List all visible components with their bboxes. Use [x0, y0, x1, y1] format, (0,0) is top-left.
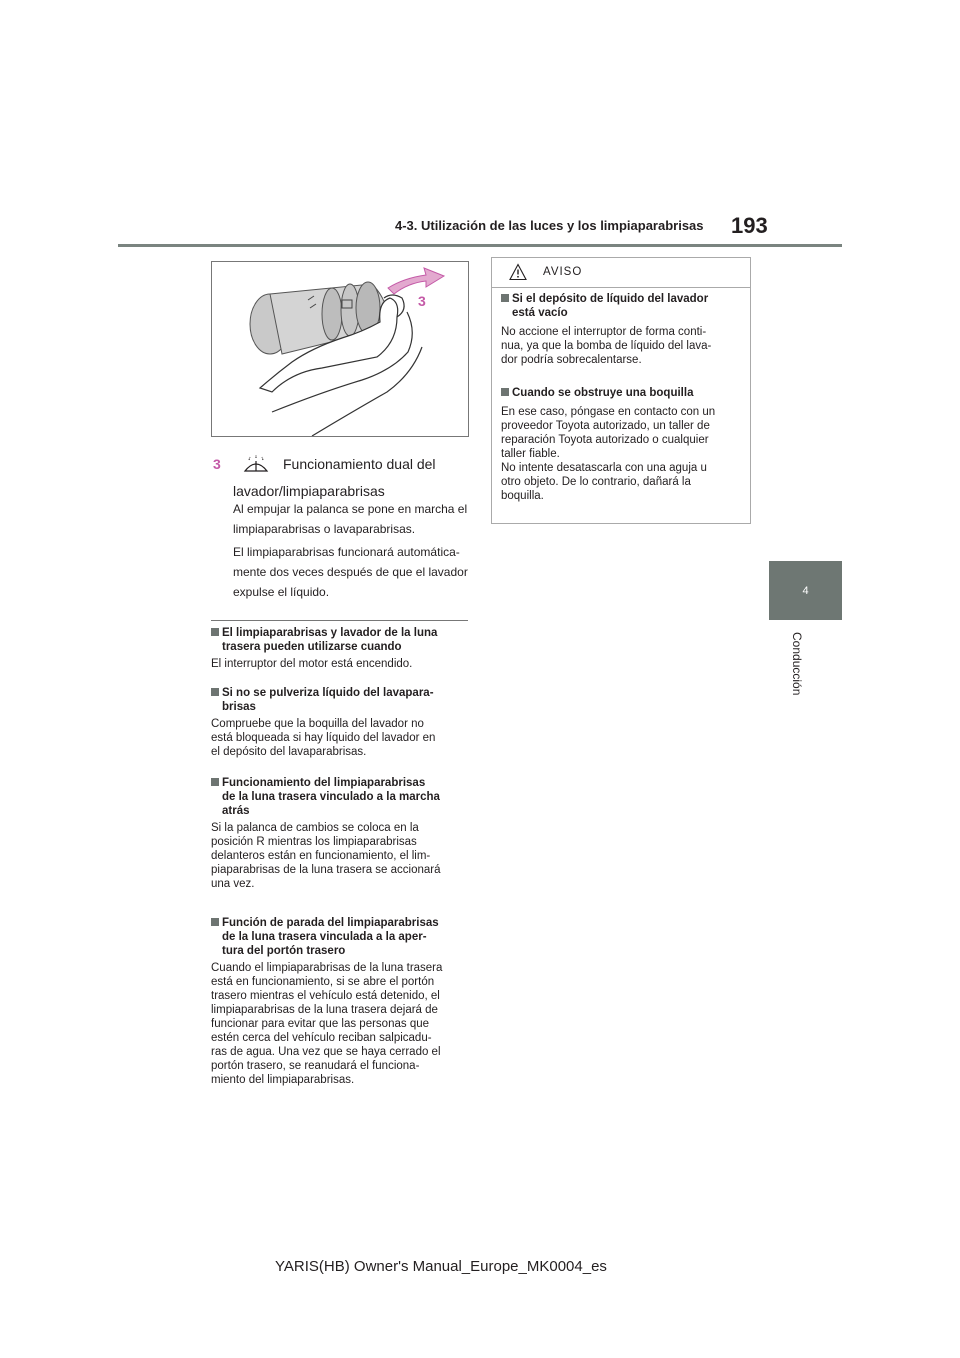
warning-empty-reservoir — [501, 292, 741, 367]
note-text: trasero mientras el vehículo está detenido, el — [211, 990, 440, 1002]
note-text: está en funcionamiento, si se abre el portón — [211, 976, 435, 988]
warning-text: taller fiable. — [501, 448, 560, 460]
note-text: El interruptor del motor está encendido. — [211, 658, 413, 670]
note-heading: tura del portón trasero — [222, 945, 346, 957]
chapter-label: Conducción — [790, 632, 804, 696]
note-text: ras de agua. Una vez que se haya cerrado el — [211, 1046, 441, 1058]
bullet-square-icon — [501, 388, 509, 396]
note-text: Cuando el limpiaparabrisas de la luna trasera — [211, 962, 443, 974]
warning-text: No intente desatascarla con una aguja u — [501, 462, 707, 474]
warning-title: AVISO — [543, 266, 583, 278]
chapter-number: 4 — [802, 584, 809, 597]
section-title: 4-3. Utilización de las luces y los limpiaparabrisas — [395, 218, 704, 233]
item-3-description — [211, 499, 471, 539]
note-text: está bloqueada si hay líquido del lavador en — [211, 732, 436, 744]
chapter-tab[interactable] — [769, 561, 842, 620]
note-heading: de la luna trasera vinculado a la marcha — [222, 791, 440, 803]
bullet-square-icon — [211, 628, 219, 636]
warning-text: proveedor Toyota autorizado, un taller de — [501, 420, 710, 432]
warning-triangle-icon — [509, 263, 527, 281]
warning-text: boquilla. — [501, 490, 544, 502]
text-line: Al empujar la palanca se pone en marcha el — [233, 502, 468, 516]
note-text: limpiaparabrisas de la luna trasera dejará de — [211, 1004, 438, 1016]
warning-heading: Si el depósito de líquido del lavador — [512, 293, 709, 305]
warning-clogged-nozzle — [501, 386, 741, 503]
note-rear-wiper-usable — [211, 626, 469, 671]
warning-heading: Cuando se obstruye una boquilla — [512, 387, 694, 399]
note-heading: brisas — [222, 701, 256, 713]
note-text: Compruebe que la boquilla del lavador no — [211, 718, 424, 730]
item-title-line1: Funcionamiento dual del — [283, 456, 436, 472]
item-number: 3 — [213, 456, 221, 472]
warning-text: dor podría sobrecalentarse. — [501, 354, 642, 366]
note-heading: Función de parada del limpiaparabrisas — [222, 917, 439, 929]
note-heading: El limpiaparabrisas y lavador de la luna — [222, 627, 438, 639]
note-heading: de la luna trasera vinculada a la aper- — [222, 931, 427, 943]
text-line: expulse el líquido. — [233, 585, 330, 599]
note-reverse-linked-wiper — [211, 776, 469, 891]
hand-on-wiper-lever-icon — [212, 262, 468, 436]
note-text: el depósito del lavaparabrisas. — [211, 746, 367, 758]
note-backdoor-stop — [211, 916, 469, 1087]
text-line: mente dos veces después de que el lavador — [233, 565, 468, 579]
note-no-washer-fluid — [211, 686, 469, 759]
text-line: limpiaparabrisas o lavaparabrisas. — [233, 522, 416, 536]
washer-wiper-icon — [241, 455, 271, 473]
illustration-callout: 3 — [418, 293, 426, 309]
footer-manual-id: YARIS(HB) Owner's Manual_Europe_MK0004_es — [275, 1258, 607, 1275]
item-3 — [211, 451, 471, 505]
header-rule — [118, 244, 842, 247]
warning-text: En ese caso, póngase en contacto con un — [501, 406, 716, 418]
warning-heading: está vacío — [512, 307, 568, 319]
note-heading: Si no se pulveriza líquido del lavapara- — [222, 687, 434, 699]
warning-text: No accione el interruptor de forma conti- — [501, 326, 707, 338]
note-text: portón trasero, se reanudará el funciona- — [211, 1060, 420, 1072]
note-text: piaparabrisas de la luna trasera se accionará — [211, 864, 441, 876]
page-number: 193 — [731, 213, 768, 238]
note-heading: Funcionamiento del limpiaparabrisas — [222, 777, 426, 789]
note-text: delanteros están en funcionamiento, el lim- — [211, 850, 431, 862]
note-heading: atrás — [222, 805, 250, 817]
note-text: estén cerca del vehículo reciban salpicadu- — [211, 1032, 432, 1044]
wiper-lever-illustration — [211, 261, 469, 437]
text-line: El limpiaparabrisas funcionará automática- — [233, 545, 460, 559]
warning-header — [492, 258, 750, 288]
warning-text: nua, ya que la bomba de líquido del lava- — [501, 340, 712, 352]
warning-text: reparación Toyota autorizado o cualquier — [501, 434, 709, 446]
warning-box — [491, 257, 751, 524]
note-heading: trasera pueden utilizarse cuando — [222, 641, 402, 653]
warning-text: otro objeto. De lo contrario, dañará la — [501, 476, 691, 488]
item-3-auto-wipe — [211, 542, 471, 602]
note-text: posición R mientras los limpiaparabrisas — [211, 836, 417, 848]
note-text: una vez. — [211, 878, 255, 890]
note-text: Si la palanca de cambios se coloca en la — [211, 822, 419, 834]
bullet-square-icon — [501, 294, 509, 302]
bullet-square-icon — [211, 778, 219, 786]
section-divider — [211, 620, 468, 621]
bullet-square-icon — [211, 688, 219, 696]
note-text: miento del limpiaparabrisas. — [211, 1074, 355, 1086]
bullet-square-icon — [211, 918, 219, 926]
note-text: funcionar para evitar que las personas que — [211, 1018, 430, 1030]
item-title-line2: lavador/limpiaparabrisas — [233, 483, 385, 499]
